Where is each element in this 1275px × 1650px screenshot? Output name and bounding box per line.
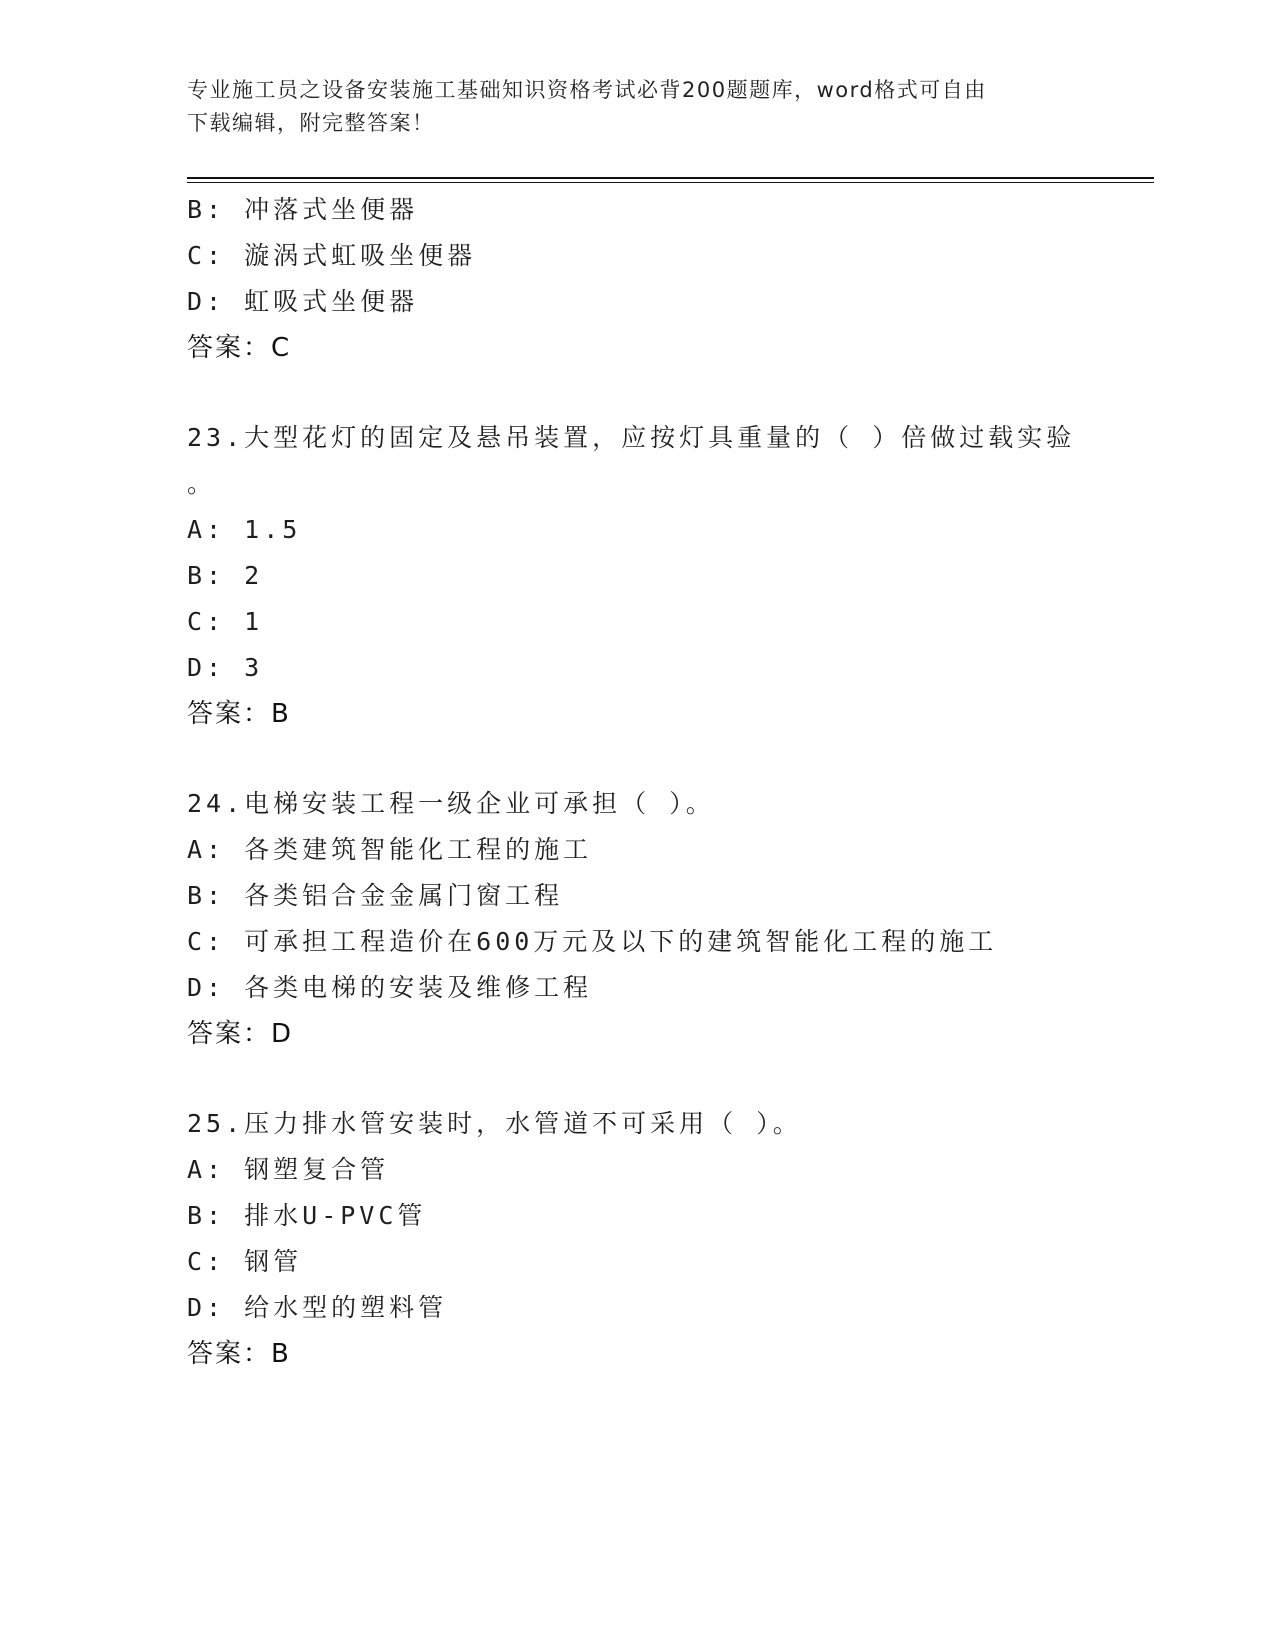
option-a: A: 各类建筑智能化工程的施工	[187, 835, 593, 864]
document-header	[187, 74, 1067, 140]
option-a: A: 1.5	[187, 515, 302, 544]
answer-label: 答案：B	[187, 1339, 291, 1369]
question-block-22	[187, 187, 1087, 371]
option-d: D: 虹吸式坐便器	[187, 287, 419, 316]
option-d: D: 3	[187, 653, 264, 682]
question-block-23	[187, 415, 1087, 737]
option-a: A: 钢塑复合管	[187, 1155, 390, 1184]
option-d: D: 给水型的塑料管	[187, 1293, 448, 1322]
question-stem: 24.电梯安装工程一级企业可承担（ ）。	[187, 789, 715, 818]
question-stem-continuation: 。	[187, 469, 213, 498]
spacer	[187, 1057, 1087, 1101]
spacer	[187, 737, 1087, 781]
header-line-1: 专业施工员之设备安装施工基础知识资格考试必背200题题库，word格式可自由	[187, 78, 987, 102]
answer-label: 答案：C	[187, 333, 292, 363]
option-c: C: 漩涡式虹吸坐便器	[187, 241, 477, 270]
question-block-24	[187, 781, 1087, 1057]
header-line-2: 下载编辑，附完整答案！	[187, 111, 435, 135]
answer-label: 答案：D	[187, 1019, 294, 1049]
question-content	[187, 187, 1087, 1377]
question-stem: 23.大型花灯的固定及悬吊装置，应按灯具重量的（ ）倍做过载实验	[187, 423, 1076, 452]
question-block-25	[187, 1101, 1087, 1377]
option-b: B: 各类铝合金金属门窗工程	[187, 881, 564, 910]
option-b: B: 排水U-PVC管	[187, 1201, 427, 1230]
option-b: B: 2	[187, 561, 264, 590]
answer-label: 答案：B	[187, 699, 291, 729]
header-divider-thick	[187, 177, 1154, 179]
option-c: C: 可承担工程造价在600万元及以下的建筑智能化工程的施工	[187, 927, 998, 956]
option-d: D: 各类电梯的安装及维修工程	[187, 973, 593, 1002]
option-c: C: 钢管	[187, 1247, 303, 1276]
question-stem: 25.压力排水管安装时，水管道不可采用（ ）。	[187, 1109, 802, 1138]
header-divider-thin	[187, 182, 1154, 183]
option-c: C: 1	[187, 607, 264, 636]
spacer	[187, 371, 1087, 415]
option-b: B: 冲落式坐便器	[187, 195, 419, 224]
